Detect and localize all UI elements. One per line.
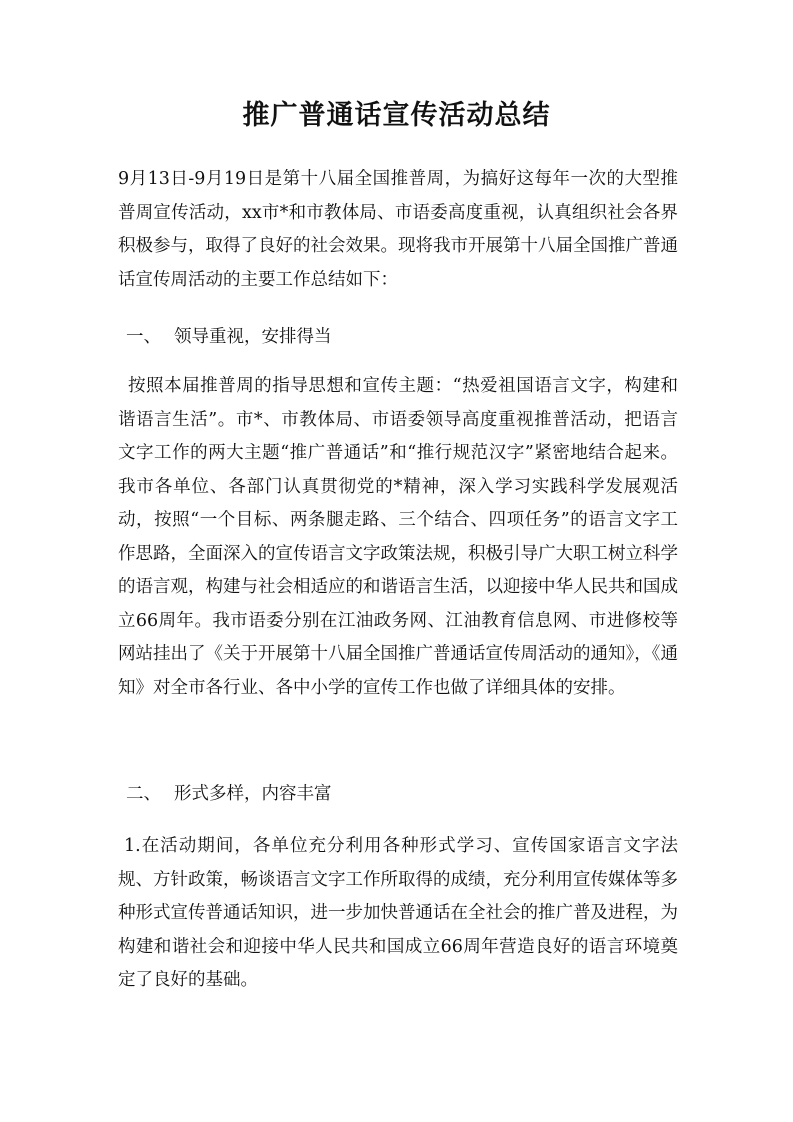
section-1-paragraph: 按照本届推普周的指导思想和宣传主题：“热爱祖国语言文字，构建和谐语言生活”。市*、市教体局、市语委领导高度重视推普活动，把语言文字工作的两大主题“推广普通话”和“推行规范汉字”紧密地结合起来。我市各单位、各部门认真贯彻党的*精神，深入学习实践科学发展观活动，按照“一个目标、两条腿走路、三个结合、四项任务”的语言文字工作思路，全面深入的宣传语言文字政策法规，积极引导广大职工树立科学的语言观，构建与社会相适应的和谐语言生活，以迎接中华人民共和国成立66周年。我市语委分别在江油政务网、江油教育信息网、市进修校等网站挂出了《关于开展第十八届全国推广普通话宣传周活动的通知》，《通知》对全市各行业、各中小学的宣传工作也做了详细具体的安排。 <box>118 376 678 698</box>
section-1-number: 一、 <box>126 327 161 347</box>
section-1-heading <box>126 321 686 355</box>
intro-paragraph: 9月13日-9月19日是第十八届全国推普周，为搞好这每年一次的大型推普周宣传活动，xx市*和市教体局、市语委高度重视，认真组织社会各界积极参与，取得了良好的社会效果。现将我市开展第十八届全国推广普通话宣传周活动的主要工作总结如下： <box>118 169 678 290</box>
section-2-paragraph: 1.在活动期间，各单位充分利用各种形式学习、宣传国家语言文字法规、方针政策，畅谈语言文字工作所取得的成绩，充分利用宣传媒体等多种形式宣传普通话知识，进一步加快普通话在全社会的推广普及进程，为构建和谐社会和迎接中华人民共和国成立66周年营造良好的语言环境奠定了良好的基础。 <box>118 836 678 990</box>
section-1-title: 领导重视，安排得当 <box>174 327 332 347</box>
section-2-title: 形式多样，内容丰富 <box>174 784 332 804</box>
section-2-number: 二、 <box>126 784 161 804</box>
document-title: 推广普通话宣传活动总结 <box>242 100 551 131</box>
section-2-heading <box>126 778 686 812</box>
